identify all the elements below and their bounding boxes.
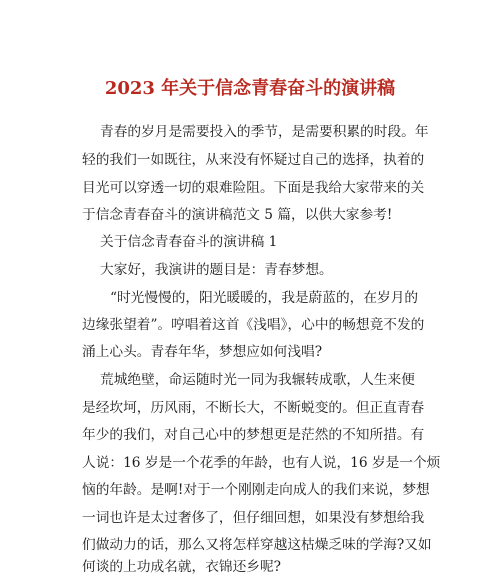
paragraph-line: 何谈的上功成名就，衣锦还乡呢?	[82, 559, 281, 575]
paragraph-line: 是经坎坷，历风雨，不断长大，不断蜕变的。但正直青春	[82, 400, 425, 416]
paragraph-line: 恼的年龄。是啊!对于一个刚刚走向成人的我们来说，梦想	[82, 482, 430, 498]
paragraph-line: 于信念青春奋斗的演讲稿范文 5 篇，以供大家参考!	[82, 207, 393, 223]
paragraph-line: 青春的岁月是需要投入的季节，是需要积累的时段。年	[100, 124, 429, 140]
section-heading: 关于信念青春奋斗的演讲稿 1	[100, 234, 278, 250]
paragraph-line: 荒城绝壁，命运随时光一同为我辗转成歌，人生来便	[100, 372, 415, 388]
paragraph-line: 涌上心头。青春年华，梦想应如何浅唱?	[82, 344, 323, 360]
paragraph-line: 们做动力的话，那么又将怎样穿越这枯燥乏味的学海?又如	[82, 537, 432, 553]
paragraph-line: 年少的我们，对自己心中的梦想更是茫然的不知所措。有	[82, 427, 425, 443]
paragraph-line: 大家好，我演讲的题目是：青春梦想。	[100, 262, 333, 278]
paragraph-line: 轻的我们一如既往，从来没有怀疑过自己的选择，执着的	[82, 152, 425, 168]
paragraph-line: 目光可以穿透一切的艰难险阻。下面是我给大家带来的关	[82, 180, 425, 196]
paragraph-line: 一词也许是太过奢侈了，但仔细回想，如果没有梦想给我	[82, 510, 425, 526]
document-title: 2023 年关于信念青春奋斗的演讲稿	[104, 78, 396, 99]
paragraph-line: 边缘张望着”。哼唱着这首《浅唱》，心中的畅想竟不发的	[82, 317, 425, 333]
paragraph-line: 人说：16 岁是一个花季的年龄，也有人说，16 岁是一个烦	[82, 455, 441, 471]
paragraph-line: “时光慢慢的，阳光暖暖的，我是蔚蓝的，在岁月的	[110, 290, 419, 306]
